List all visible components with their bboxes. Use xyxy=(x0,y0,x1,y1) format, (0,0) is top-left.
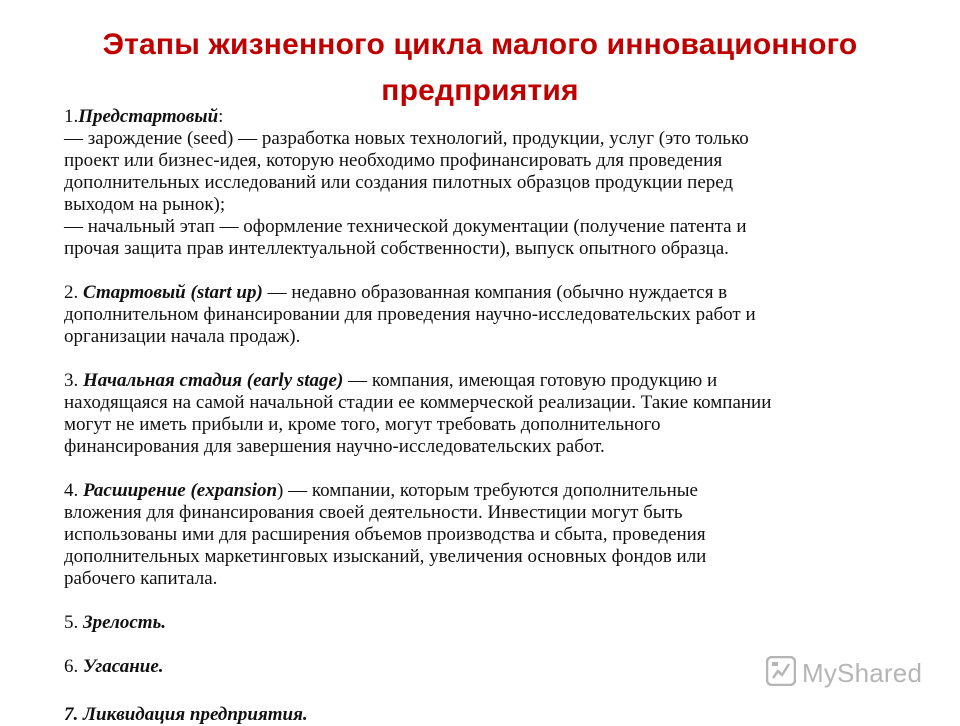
stage-text-line: дополнительном финансировании для проведения научно-исследовательских работ и xyxy=(64,304,756,325)
stage-item-7 xyxy=(64,704,960,726)
stage-number: 2. xyxy=(64,282,79,303)
stage-heading-text: — компания, имеющая готовую продукцию и xyxy=(343,370,718,391)
stage-text-line: дополнительных маркетинговых изысканий, увеличения основных фондов или xyxy=(64,546,707,567)
stage-heading xyxy=(64,370,960,392)
stage-term: Стартовый (start up) xyxy=(83,282,263,303)
stage-number: 1. xyxy=(64,106,79,127)
stage-heading xyxy=(64,704,960,726)
stage-text-line: рабочего капитала. xyxy=(64,568,218,589)
title-line-2: предприятия xyxy=(381,74,579,107)
stage-text-line: находящаяся на самой начальной стадии ее коммерческой реализации. Такие компании xyxy=(64,392,772,413)
stage-item-2 xyxy=(64,282,960,348)
stage-term: Расширение (expansion xyxy=(83,480,278,501)
stage-number: 6. xyxy=(64,656,79,677)
stage-number: 4. xyxy=(64,480,79,501)
stage-term: Угасание. xyxy=(83,656,164,677)
stage-text-line: выходом на рынок); xyxy=(64,194,226,215)
stage-number: 7. xyxy=(64,704,79,725)
stage-text-line: организации начала продаж). xyxy=(64,326,301,347)
stage-item-1 xyxy=(64,106,960,260)
myshared-logo-icon xyxy=(766,656,796,691)
stage-term: Ликвидация предприятия. xyxy=(83,704,308,725)
stage-text-line: вложения для финансирования своей деятельности. Инвестиции могут быть xyxy=(64,502,683,523)
title-line-1: Этапы жизненного цикла малого инновационного xyxy=(102,28,858,61)
stage-text-line: могут не иметь прибыли и, кроме того, могут требовать дополнительного xyxy=(64,414,661,435)
stage-heading xyxy=(64,106,960,128)
stage-text-line: — зарождение (seed) — разработка новых технологий, продукции, услуг (это только xyxy=(64,128,749,149)
stage-term: Начальная стадия (early stage) xyxy=(83,370,344,391)
stage-text-line: проект или бизнес-идея, которую необходимо профинансировать для проведения xyxy=(64,150,723,171)
stage-heading xyxy=(64,282,960,304)
stage-text-line: прочая защита прав интеллектуальной собственности), выпуск опытного образца. xyxy=(64,238,729,259)
stage-number: 5. xyxy=(64,612,79,633)
watermark xyxy=(766,656,922,690)
stage-item-4 xyxy=(64,480,960,590)
slide-title xyxy=(20,22,940,114)
stage-text-line: дополнительных исследований или создания пилотных образцов продукции перед xyxy=(64,172,734,193)
stage-term: Зрелость. xyxy=(83,612,167,633)
stage-heading xyxy=(64,480,960,502)
stage-heading xyxy=(64,612,960,634)
stage-term: Предстартовый xyxy=(78,106,219,127)
stage-number: 3. xyxy=(64,370,79,391)
stages-list xyxy=(64,106,960,726)
stage-text-line: использованы ими для расширения объемов производства и сбыта, проведения xyxy=(64,524,706,545)
stage-text-line: — начальный этап — оформление технической документации (получение патента и xyxy=(64,216,747,237)
stage-heading-text: — недавно образованная компания (обычно нуждается в xyxy=(262,282,728,303)
stage-heading-text: ) — компании, которым требуются дополнительные xyxy=(277,480,698,501)
stage-text-line: финансирования для завершения научно-исследовательских работ. xyxy=(64,436,605,457)
watermark-text: MyShared xyxy=(802,657,923,688)
stage-item-3 xyxy=(64,370,960,458)
stage-heading-text: : xyxy=(218,106,224,127)
stage-item-5 xyxy=(64,612,960,634)
